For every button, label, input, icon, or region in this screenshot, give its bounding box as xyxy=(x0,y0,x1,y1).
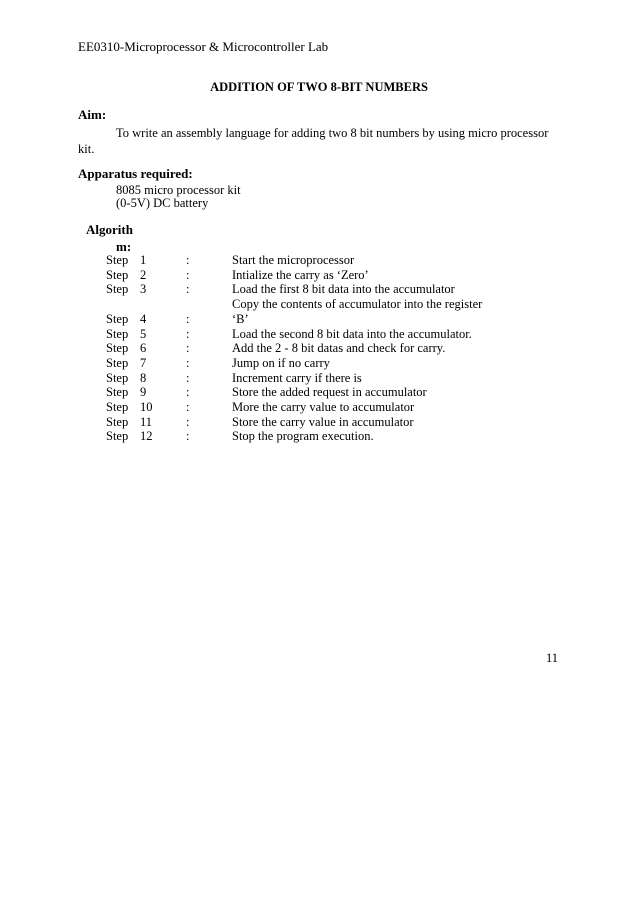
apparatus-heading: Apparatus required: xyxy=(78,166,193,181)
step-colon: : xyxy=(186,311,190,326)
step-word: Step xyxy=(106,253,129,267)
step-colon: : xyxy=(186,414,190,429)
algorithm-heading-part-2: m: xyxy=(116,239,132,254)
step-colon: : xyxy=(186,400,190,414)
step-colon: : xyxy=(186,326,190,341)
step-word: Step xyxy=(106,282,129,297)
step-text: Stop the program execution. xyxy=(232,429,374,444)
step-number: 1 xyxy=(140,253,147,267)
step-colon: : xyxy=(186,429,190,444)
algorithm-step-row xyxy=(0,312,638,327)
step-text: Increment carry if there is xyxy=(232,370,362,385)
step-number: 9 xyxy=(140,385,147,400)
step-text: Load the first 8 bit data into the accumulator xyxy=(232,282,455,297)
step-text: Copy the contents of accumulator into the register xyxy=(232,297,483,312)
step-colon: : xyxy=(186,385,190,400)
page-title: ADDITION OF TWO 8-BIT NUMBERS xyxy=(210,80,428,94)
page-number: 11 xyxy=(545,651,558,665)
step-word: Step xyxy=(106,414,129,429)
aim-text-line-1: To write an assembly language for adding two 8 bit numbers by using micro processor xyxy=(116,126,549,140)
algorithm-step-row xyxy=(0,356,638,371)
step-text: Store the carry value in accumulator xyxy=(232,414,414,429)
step-text: ‘B’ xyxy=(232,311,249,326)
step-colon: : xyxy=(186,267,190,282)
step-word: Step xyxy=(106,311,129,326)
step-text: More the carry value to accumulator xyxy=(232,400,415,414)
step-number: 12 xyxy=(140,429,153,444)
algorithm-heading-part-1: Algorith xyxy=(86,222,133,237)
aim-heading: Aim: xyxy=(78,107,107,122)
apparatus-item: (0-5V) DC battery xyxy=(116,196,209,210)
step-number: 8 xyxy=(140,370,147,385)
step-text: Load the second 8 bit data into the accumulator. xyxy=(232,326,472,341)
step-text: Start the microprocessor xyxy=(232,253,355,267)
algorithm-step-row xyxy=(0,268,638,283)
step-colon: : xyxy=(186,253,190,267)
step-colon: : xyxy=(186,341,190,356)
running-header: EE0310-Microprocessor & Microcontroller Lab xyxy=(78,39,329,54)
step-word: Step xyxy=(106,267,129,282)
algorithm-step-row xyxy=(0,327,638,342)
step-text: Add the 2 - 8 bit datas and check for carry. xyxy=(232,341,446,356)
apparatus-item: 8085 micro processor kit xyxy=(116,183,241,197)
algorithm-step-row xyxy=(0,341,638,356)
step-number: 5 xyxy=(140,326,147,341)
step-word: Step xyxy=(106,326,129,341)
algorithm-step-row xyxy=(0,253,638,268)
step-number: 10 xyxy=(140,400,153,414)
step-number: 4 xyxy=(140,311,147,326)
step-word: Step xyxy=(106,385,129,400)
step-word: Step xyxy=(106,355,129,370)
step-word: Step xyxy=(106,341,129,356)
step-number: 11 xyxy=(140,414,153,429)
step-word: Step xyxy=(106,370,129,385)
step-number: 3 xyxy=(140,282,147,297)
step-text: Store the added request in accumulator xyxy=(232,385,427,400)
algorithm-step-row xyxy=(0,385,638,400)
step-number: 7 xyxy=(140,355,147,370)
step-number: 6 xyxy=(140,341,147,356)
step-number: 2 xyxy=(140,267,147,282)
algorithm-step-row xyxy=(0,400,638,415)
algorithm-step-row xyxy=(0,297,638,312)
step-colon: : xyxy=(186,282,190,297)
aim-text-line-2: kit. xyxy=(78,142,95,156)
step-text: Jump on if no carry xyxy=(232,355,330,370)
step-colon: : xyxy=(186,355,190,370)
step-word: Step xyxy=(106,429,129,444)
algorithm-step-row xyxy=(0,371,638,386)
step-text: Intialize the carry as ‘Zero’ xyxy=(232,267,369,282)
algorithm-step-row xyxy=(0,429,638,444)
algorithm-step-row xyxy=(0,415,638,430)
algorithm-step-row xyxy=(0,282,638,297)
step-colon: : xyxy=(186,370,190,385)
step-word: Step xyxy=(106,400,129,414)
